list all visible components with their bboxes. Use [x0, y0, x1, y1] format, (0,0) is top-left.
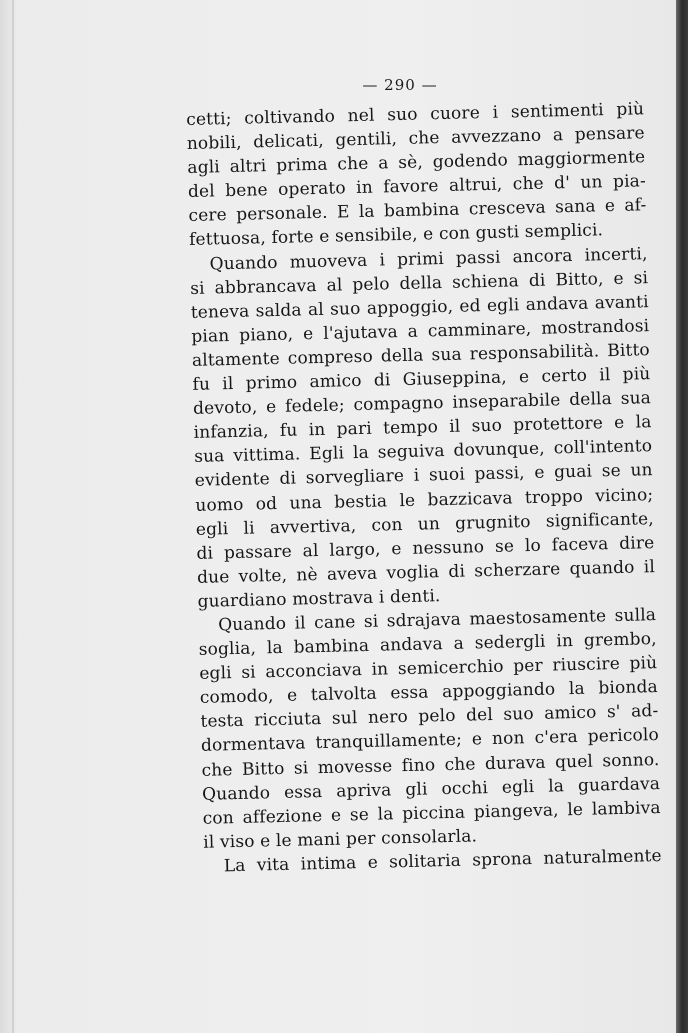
text-line: dormentava tranquillamente; e non c'era pericolo	[200, 725, 660, 757]
text-line: egli si acconciava in semicerchio per riuscire più	[199, 653, 658, 684]
text-line: comodo, e talvolta essa appoggiando la bionda	[199, 677, 659, 709]
body-text	[186, 97, 662, 879]
page-left-gutter	[12, 0, 14, 1033]
text-line: La vita intima e solitaria sprona naturalmente	[223, 845, 662, 877]
text-line: cere personale. E la bambina cresceva sana e af-	[188, 195, 647, 227]
text-line: cetti; coltivando nel suo cuore i sentimenti più	[186, 99, 645, 130]
text-line: si abbrancava al pelo della schiena di Bitto, e si	[190, 267, 649, 299]
text-line: infanzia, fu in pari tempo il suo protettore e la	[193, 412, 652, 444]
text-line: agli altri prima che a sè, godendo maggiormente	[187, 147, 646, 179]
text-line: Quando il cane si sdrajava maestosamente sulla	[217, 605, 657, 636]
text-line: del bene operato in favore altrui, che d' un pia-	[187, 171, 647, 203]
page-right-edge-shadow	[676, 0, 688, 1033]
text-line: due volte, nè aveva voglia di scherzare quando il	[196, 556, 656, 588]
text-line: il viso e le mani per consolarla.	[203, 826, 478, 853]
text-line: pian piano, e l'ajutava a camminare, mostrandosi	[191, 315, 650, 347]
text-line: nobili, delicati, gentili, che avvezzano a pensare	[186, 123, 645, 155]
text-line: egli li avvertiva, con un grugnito significante,	[195, 508, 655, 540]
text-line: Quando muoveva i primi passi ancora incerti,	[209, 243, 648, 275]
text-line: uomo od una bestia le bazzicava troppo vicino;	[195, 484, 654, 516]
text-line: altamente compreso della sua responsabilità. Bitto	[191, 340, 651, 371]
text-line: di passare al largo, e nessuno se lo faceva dire	[196, 532, 655, 564]
text-line: guardiano mostrava i denti.	[197, 586, 441, 612]
text-line: soglia, la bambina andava a sedergli in grembo,	[198, 629, 657, 660]
text-line: sua vittima. Egli la seguiva dovunque, coll'intento	[193, 436, 653, 468]
text-line: che Bitto si movesse fino che durava quel sonno.	[201, 749, 660, 781]
text-line: testa ricciuta sul nero pelo del suo amico s' ad-	[200, 701, 659, 733]
text-line: evidente di sorvegliare i suoi passi, e guai se un	[194, 460, 653, 492]
text-line: devoto, e fedele; compagno inseparabile della sua	[192, 388, 652, 420]
text-line: Quando essa apriva gli occhi egli la guardava	[201, 773, 661, 805]
page-number: — 290 —	[362, 76, 438, 94]
text-line: con affezione e se la piccina piangeva, le lambiva	[202, 797, 661, 829]
text-line: fu il primo amico di Giuseppina, e certo il più	[192, 364, 651, 395]
text-line: fettuosa, forte e sensibile, e con gusti semplici.	[188, 220, 604, 251]
text-line: teneva salda al suo appoggio, ed egli andava avanti	[190, 291, 649, 323]
